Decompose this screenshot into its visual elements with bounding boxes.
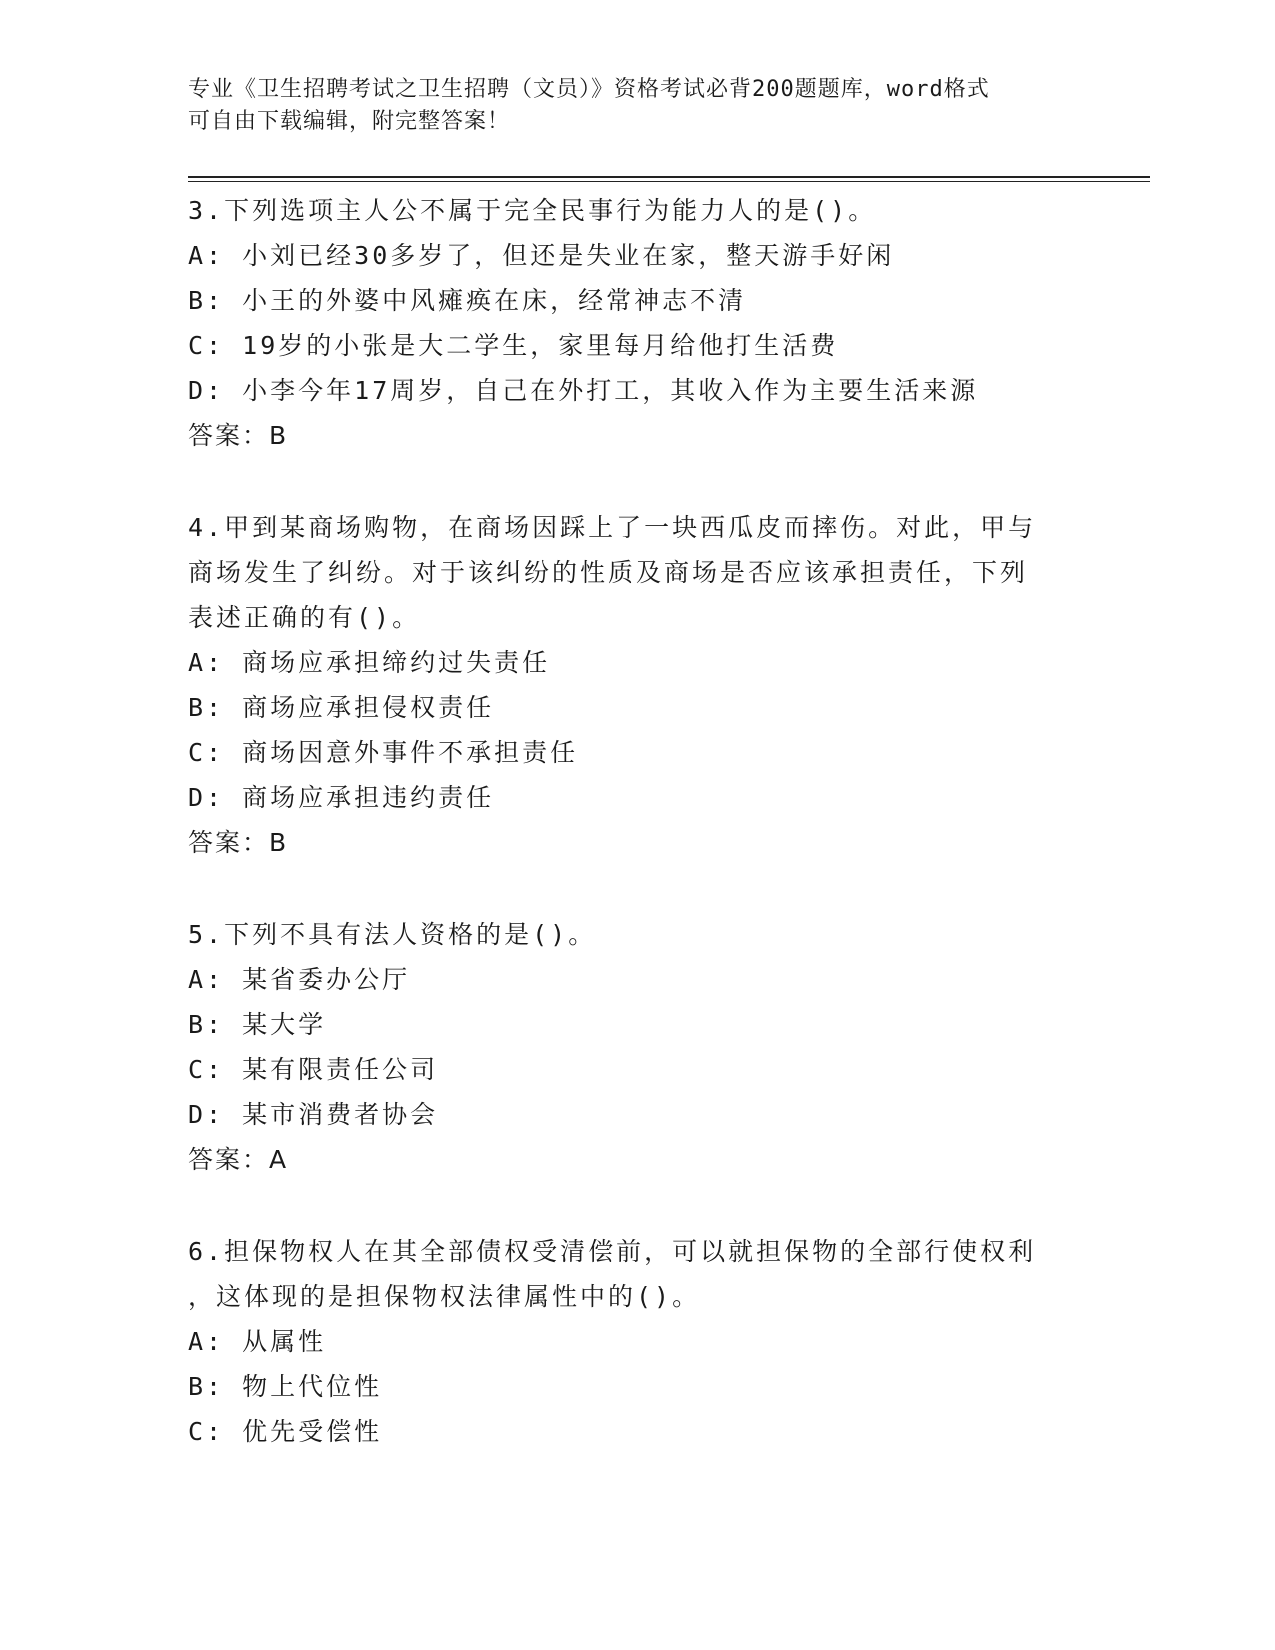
option-b: B: 某大学 — [188, 1010, 327, 1039]
document-header — [188, 74, 1088, 138]
question-text: 3.下列选项主人公不属于完全民事行为能力人的是()。 — [188, 196, 877, 225]
question-3 — [188, 188, 1088, 458]
question-list — [188, 188, 1088, 1501]
question-text-line-2: ，这体现的是担保物权法律属性中的()。 — [188, 1282, 701, 1311]
option-c: C: 19岁的小张是大二学生，家里每月给他打生活费 — [188, 331, 839, 360]
question-6 — [188, 1229, 1088, 1454]
question-text-line-1: 4.甲到某商场购物，在商场因踩上了一块西瓜皮而摔伤。对此，甲与 — [188, 513, 1037, 542]
option-c: C: 某有限责任公司 — [188, 1055, 439, 1084]
option-b: B: 商场应承担侵权责任 — [188, 693, 495, 722]
question-5 — [188, 912, 1088, 1182]
option-a: A: 从属性 — [188, 1327, 327, 1356]
question-text: 5.下列不具有法人资格的是()。 — [188, 920, 597, 949]
header-line-1: 专业《卫生招聘考试之卫生招聘（文员）》资格考试必背200题题库，word格式 — [188, 77, 990, 102]
option-b: B: 小王的外婆中风瘫痪在床，经常神志不清 — [188, 286, 747, 315]
option-d: D: 小李今年17周岁，自己在外打工，其收入作为主要生活来源 — [188, 376, 979, 405]
option-c: C: 优先受偿性 — [188, 1417, 383, 1446]
answer: 答案：B — [188, 828, 289, 857]
option-a: A: 某省委办公厅 — [188, 965, 411, 994]
header-rule-thin — [188, 181, 1150, 182]
option-b: B: 物上代位性 — [188, 1372, 383, 1401]
option-d: D: 商场应承担违约责任 — [188, 783, 495, 812]
question-text-line-1: 6.担保物权人在其全部债权受清偿前，可以就担保物的全部行使权利 — [188, 1237, 1037, 1266]
option-d: D: 某市消费者协会 — [188, 1100, 439, 1129]
option-a: A: 小刘已经30多岁了，但还是失业在家，整天游手好闲 — [188, 241, 895, 270]
header-rule-thick — [188, 176, 1150, 178]
question-4 — [188, 505, 1088, 865]
header-line-2: 可自由下载编辑，附完整答案！ — [188, 109, 511, 134]
answer: 答案：B — [188, 421, 289, 450]
question-text-line-3: 表述正确的有()。 — [188, 603, 421, 632]
answer: 答案：A — [188, 1145, 289, 1174]
question-text-line-2: 商场发生了纠纷。对于该纠纷的性质及商场是否应该承担责任，下列 — [188, 558, 1029, 587]
option-a: A: 商场应承担缔约过失责任 — [188, 648, 551, 677]
option-c: C: 商场因意外事件不承担责任 — [188, 738, 579, 767]
